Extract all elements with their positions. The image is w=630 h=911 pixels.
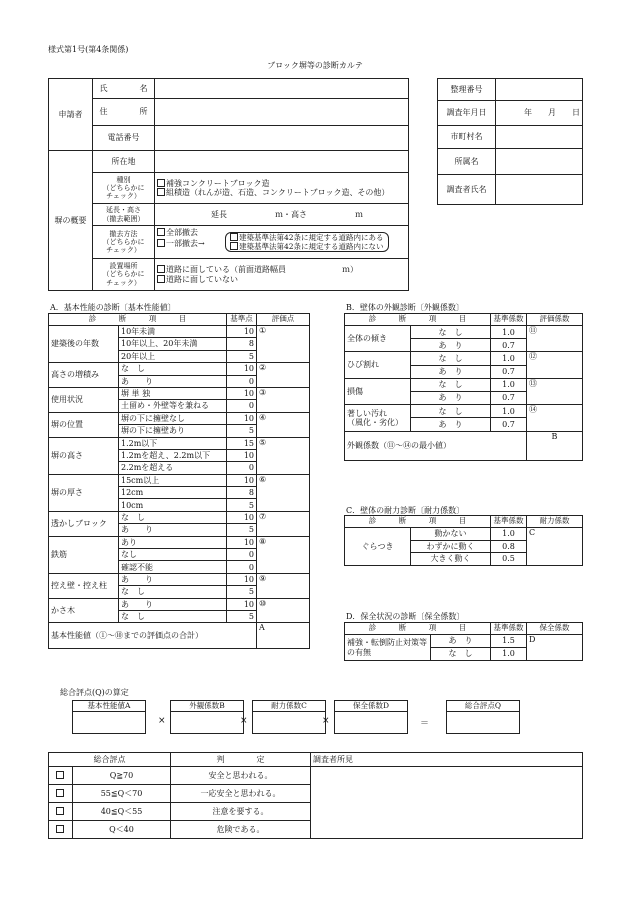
judgement-checkbox[interactable]	[49, 767, 73, 785]
section-d-row	[345, 635, 583, 648]
section-d-table	[344, 622, 583, 661]
calc-box[interactable]	[446, 700, 520, 734]
section-a-item-label: 塀の位置	[49, 412, 119, 437]
section-a-eval-mark: ③	[259, 387, 267, 397]
section-b-col-eval: 評価係数	[527, 314, 583, 326]
section-a-row	[49, 474, 310, 486]
calc-box[interactable]	[334, 700, 408, 734]
section-a-eval-mark: ⑦	[259, 511, 267, 521]
section-b-eval-mark: ⑫	[529, 352, 537, 362]
municipality-field[interactable]	[496, 126, 583, 149]
section-a-row	[49, 511, 310, 523]
judgement-table	[48, 752, 583, 839]
section-a-base-score: 10	[227, 449, 257, 461]
calc-box[interactable]	[252, 700, 326, 734]
section-b-item-label: ひび割れ	[345, 352, 411, 378]
section-a-option: あり	[119, 536, 227, 548]
calc-box-label: 総合評点Q	[447, 701, 519, 712]
calc-operator: ×	[158, 716, 166, 726]
site-option-1[interactable]	[157, 265, 406, 274]
section-c-option: わずかに動く	[411, 540, 491, 553]
section-c-base-coef: 1.0	[491, 528, 527, 541]
section-a-option: あ り	[119, 524, 227, 536]
section-c-row	[345, 528, 583, 541]
section-a-base-score: 5	[227, 425, 257, 437]
section-b-eval-mark: ⑬	[529, 378, 537, 388]
section-b-total-label: 外観係数（⑪～⑭の最小値）	[345, 431, 527, 460]
checkbox-icon	[157, 179, 165, 187]
judgement-checkbox[interactable]	[49, 821, 73, 839]
section-b-eval-field[interactable]	[527, 378, 583, 404]
surveyor-notes-field[interactable]	[311, 767, 583, 839]
section-a-eval-field[interactable]	[257, 412, 310, 437]
calc-box[interactable]	[72, 700, 146, 734]
section-d-col-coef: 基準係数	[491, 623, 527, 635]
section-b-base-coef: 1.0	[491, 326, 527, 339]
removal-option-1[interactable]	[157, 228, 198, 237]
ref-no-label: 整理番号	[438, 79, 496, 101]
judgement-score-range: Q＜40	[73, 821, 171, 839]
removal-option-2[interactable]	[157, 239, 205, 248]
section-a-row	[49, 387, 310, 399]
section-d-eval-field[interactable]	[527, 635, 583, 661]
name-field[interactable]	[155, 79, 409, 99]
section-a-total-mark: A	[259, 623, 265, 633]
section-a-option: 1.2m以下	[119, 437, 227, 449]
section-a-base-score: 5	[227, 610, 257, 622]
section-a-option: な し	[119, 586, 227, 598]
section-a-base-score: 10	[227, 511, 257, 523]
section-a-item-label: 建築後の年数	[49, 326, 119, 363]
affiliation-label: 所属名	[438, 149, 496, 175]
section-a-option: な し	[119, 363, 227, 375]
applicant-label: 申請者	[49, 79, 93, 151]
judgement-result: 注意を要する。	[171, 803, 311, 821]
section-a-base-score: 5	[227, 524, 257, 536]
phone-field[interactable]	[155, 126, 409, 151]
section-a-option: 10年未満	[119, 326, 227, 338]
section-a-option: 15cm以上	[119, 474, 227, 486]
section-a-option: 20年以上	[119, 350, 227, 362]
section-a-heading: A．基本性能の診断〔基本性能値〕	[50, 303, 176, 312]
section-d-item-label: 補強・転倒防止対策等 の有無	[345, 635, 431, 661]
calc-operator: ×	[322, 716, 330, 726]
section-b-eval-field[interactable]	[527, 405, 583, 431]
section-a-eval-field[interactable]	[257, 511, 310, 536]
section-b-row	[345, 378, 583, 391]
site-label: 設置場所 （どちらかに チェック）	[93, 259, 155, 291]
section-c-eval-field[interactable]	[527, 528, 583, 566]
road-option-2[interactable]	[230, 242, 384, 251]
calc-operator: ×	[240, 716, 248, 726]
affiliation-field[interactable]	[496, 149, 583, 175]
section-a-eval-mark: ⑧	[259, 536, 267, 546]
road-option-1[interactable]	[230, 233, 384, 242]
judgement-col-score: 総合評点	[49, 753, 171, 767]
road-options	[225, 232, 389, 252]
section-a-eval-mark: ⑩	[259, 598, 267, 608]
section-b-total-field[interactable]	[527, 431, 583, 460]
section-b-base-coef: 1.0	[491, 405, 527, 418]
site-option-1-text: 道路に面している（前面道路幅員 ｍ）	[166, 265, 358, 275]
section-b-eval-mark: ⑪	[529, 326, 537, 335]
phone-label: 電話番号	[93, 126, 155, 151]
section-a-base-score: 0	[227, 375, 257, 387]
survey-date-field[interactable]: 年 月 日	[496, 101, 583, 126]
section-c-col-item: 診 断 項 目	[345, 516, 491, 528]
judgement-score-range: 40≦Q＜55	[73, 803, 171, 821]
checkbox-icon	[56, 807, 64, 815]
removal-option-2-text: 一部撤去→	[166, 239, 205, 248]
section-a-option: な し	[119, 610, 227, 622]
type-option-2[interactable]	[157, 188, 406, 197]
calc-box-label: 耐力係数C	[253, 701, 325, 712]
ref-no-field[interactable]	[496, 79, 583, 101]
calc-heading: 総合評点(Q)の算定	[60, 688, 129, 697]
section-c-eval-mark: C	[529, 528, 536, 537]
section-a-option: 塀の下に擁壁あり	[119, 425, 227, 437]
section-d-col-eval: 保全係数	[527, 623, 583, 635]
section-a-eval-field[interactable]	[257, 598, 310, 623]
overview-table	[48, 78, 409, 291]
section-a-item-label: 使用状況	[49, 387, 119, 412]
section-a-base-score: 5	[227, 586, 257, 598]
form-number: 様式第1号(第4条関係)	[48, 45, 129, 54]
section-b-option: な し	[411, 405, 491, 418]
judgement-row	[49, 767, 583, 785]
section-b-base-coef: 0.7	[491, 418, 527, 431]
section-a-option: 土留め・外壁等を兼ねる	[119, 400, 227, 412]
calc-box-label: 外観係数B	[171, 701, 243, 712]
judgement-result: 危険である。	[171, 821, 311, 839]
section-a-row	[49, 598, 310, 610]
section-a-table	[48, 313, 310, 649]
section-c-item-label: ぐらつき	[345, 528, 411, 566]
section-a-option: 10cm	[119, 499, 227, 511]
admin-table	[437, 78, 583, 205]
section-b-option: あ り	[411, 418, 491, 431]
section-a-base-score: 10	[227, 412, 257, 424]
calc-box[interactable]	[170, 700, 244, 734]
section-a-option: 確認不能	[119, 561, 227, 573]
section-c-option: 大きく動く	[411, 553, 491, 566]
removal-label: 撤去方法 （どちらかに チェック）	[93, 226, 155, 259]
address-label: 住 所	[93, 99, 155, 126]
checkbox-icon	[157, 228, 165, 236]
section-a-row	[49, 363, 310, 375]
section-c-heading: C．壁体の耐力診断〔耐力係数〕	[346, 506, 465, 515]
extent-label: 延長・高さ （撤去範囲）	[93, 204, 155, 226]
road-option-2-text: 建築基準法第42条に規定する道路内にない	[239, 242, 384, 251]
judgement-score-range: Q≧70	[73, 767, 171, 785]
section-a-eval-mark: ⑥	[259, 474, 267, 484]
section-a-eval-field[interactable]	[257, 573, 310, 598]
section-a-option: 2.2mを超える	[119, 462, 227, 474]
section-b-option: な し	[411, 378, 491, 391]
section-a-row	[49, 437, 310, 449]
type-option-1-text: 補強コンクリートブロック造	[166, 178, 270, 188]
checkbox-icon	[56, 789, 64, 797]
section-b-base-coef: 0.7	[491, 365, 527, 378]
judgement-col-notes: 調査者所見	[311, 753, 583, 767]
section-a-base-score: 8	[227, 487, 257, 499]
section-a-option: な し	[119, 511, 227, 523]
section-b-option: な し	[411, 352, 491, 365]
section-c-col-eval: 耐力係数	[527, 516, 583, 528]
checkbox-icon	[157, 275, 165, 283]
section-d-eval-mark: D	[529, 635, 536, 644]
section-a-total-field[interactable]	[257, 623, 310, 649]
section-b-col-coef: 基準係数	[491, 314, 527, 326]
section-b-heading: B．壁体の外観診断〔外観係数〕	[346, 303, 464, 312]
judgement-checkbox[interactable]	[49, 803, 73, 821]
section-a-eval-mark: ①	[259, 326, 267, 335]
section-a-eval-field[interactable]	[257, 363, 310, 388]
section-a-base-score: 0	[227, 400, 257, 412]
section-a-item-label: 透かしブロック	[49, 511, 119, 536]
section-b-option: あ り	[411, 339, 491, 352]
section-a-option: 1.2mを超え、2.2m以下	[119, 449, 227, 461]
section-c-col-coef: 基準係数	[491, 516, 527, 528]
section-c-option: 動かない	[411, 528, 491, 541]
section-a-base-score: 10	[227, 363, 257, 375]
section-a-item-label: 控え壁・控え柱	[49, 573, 119, 598]
section-b-eval-field[interactable]	[527, 326, 583, 352]
type-option-1[interactable]	[157, 179, 406, 188]
section-b-row	[345, 352, 583, 365]
section-b-table	[344, 313, 583, 461]
wall-overview-label: 塀の概要	[49, 151, 93, 291]
section-a-option: あ り	[119, 598, 227, 610]
name-label: 氏 名	[93, 79, 155, 99]
section-a-option: 10年以上、20年未満	[119, 338, 227, 350]
surveyor-label: 調査者氏名	[438, 175, 496, 205]
section-d-option: な し	[431, 648, 491, 661]
type-label: 種別 （どちらかに チェック）	[93, 173, 155, 204]
section-a-option: 塀 単 独	[119, 387, 227, 399]
section-b-item-label: 著しい汚れ （風化・劣化）	[345, 405, 411, 431]
section-b-col-item: 診 断 項 目	[345, 314, 491, 326]
checkbox-icon	[157, 239, 165, 247]
section-b-eval-field[interactable]	[527, 352, 583, 378]
site-option-2-text: 道路に面していない	[166, 274, 238, 284]
section-b-base-coef: 0.7	[491, 391, 527, 404]
section-a-item-label: かさ木	[49, 598, 119, 623]
section-a-option: なし	[119, 549, 227, 561]
section-a-item-label: 鉄筋	[49, 536, 119, 573]
section-a-eval-field[interactable]	[257, 474, 310, 511]
section-a-eval-field[interactable]	[257, 437, 310, 474]
section-a-eval-mark: ⑨	[259, 573, 267, 583]
address-field[interactable]	[155, 99, 409, 126]
section-a-base-score: 0	[227, 561, 257, 573]
section-d-option: あ り	[431, 635, 491, 648]
checkbox-icon	[56, 771, 64, 779]
section-d-base-coef: 1.0	[491, 648, 527, 661]
section-a-eval-field[interactable]	[257, 326, 310, 363]
location-label: 所在地	[93, 151, 155, 173]
section-b-base-coef: 0.7	[491, 339, 527, 352]
page-title: ブロック塀等の診断カルテ	[267, 61, 363, 70]
calc-operator: ＝	[420, 719, 430, 729]
section-c-table	[344, 515, 583, 566]
section-b-row	[345, 405, 583, 418]
section-a-row	[49, 536, 310, 548]
judgement-score-range: 55≦Q＜70	[73, 785, 171, 803]
checkbox-icon	[230, 242, 238, 250]
calc-box-label: 基本性能値A	[73, 701, 145, 712]
section-b-row	[345, 326, 583, 339]
section-a-item-label: 高さの増積み	[49, 363, 119, 388]
section-a-eval-mark: ⑤	[259, 437, 267, 447]
section-d-heading: D．保全状況の診断〔保全係数〕	[346, 612, 465, 621]
removal-option-1-text: 全部撤去	[166, 228, 198, 237]
section-b-option: あ り	[411, 365, 491, 378]
section-a-base-score: 0	[227, 549, 257, 561]
section-b-option: あ り	[411, 391, 491, 404]
survey-date-label: 調査年月日	[438, 101, 496, 126]
location-field[interactable]	[155, 151, 409, 173]
section-b-base-coef: 1.0	[491, 378, 527, 391]
section-c-base-coef: 0.5	[491, 553, 527, 566]
road-option-1-text: 建築基準法第42条に規定する道路内にある	[239, 233, 384, 242]
site-option-2[interactable]	[157, 275, 406, 284]
section-a-base-score: 10	[227, 474, 257, 486]
checkbox-icon	[56, 825, 64, 833]
section-b-item-label: 全体の傾き	[345, 326, 411, 352]
section-d-col-item: 診 断 項 目	[345, 623, 491, 635]
section-a-row	[49, 573, 310, 585]
section-b-item-label: 損傷	[345, 378, 411, 404]
calc-box-label: 保全係数D	[335, 701, 407, 712]
section-a-option: あ り	[119, 375, 227, 387]
section-a-eval-mark: ②	[259, 363, 267, 373]
section-c-base-coef: 0.8	[491, 540, 527, 553]
checkbox-icon	[157, 188, 165, 196]
section-a-base-score: 10	[227, 598, 257, 610]
checkbox-icon	[157, 265, 165, 273]
judgement-checkbox[interactable]	[49, 785, 73, 803]
checkbox-icon	[230, 233, 238, 241]
section-a-item-label: 塀の厚さ	[49, 474, 119, 511]
municipality-label: 市町村名	[438, 126, 496, 149]
judgement-col-judge: 判 定	[171, 753, 311, 767]
section-a-option: あ り	[119, 573, 227, 585]
section-b-option: な し	[411, 326, 491, 339]
section-a-base-score: 15	[227, 437, 257, 449]
section-d-base-coef: 1.5	[491, 635, 527, 648]
section-a-base-score: 10	[227, 573, 257, 585]
section-a-base-score: 10	[227, 326, 257, 338]
section-a-base-score: 10	[227, 387, 257, 399]
type-option-2-text: 組積造（れんが造、石造、コンクリートブロック造、その他）	[166, 188, 390, 197]
section-a-eval-field[interactable]	[257, 387, 310, 412]
section-a-total-label: 基本性能値（①～⑩までの評価点の合計）	[49, 623, 257, 649]
section-b-base-coef: 1.0	[491, 352, 527, 365]
section-a-row	[49, 412, 310, 424]
section-b-total-mark: B	[551, 431, 558, 441]
section-a-option: 塀の下に擁壁なし	[119, 412, 227, 424]
section-a-col-item: 診 断 項 目	[49, 314, 227, 326]
section-a-item-label: 塀の高さ	[49, 437, 119, 474]
section-a-base-score: 0	[227, 462, 257, 474]
section-a-base-score: 8	[227, 338, 257, 350]
section-b-eval-mark: ⑭	[529, 405, 537, 415]
judgement-result: 安全と思われる。	[171, 767, 311, 785]
section-a-base-score: 5	[227, 350, 257, 362]
extent-field[interactable]: 延長 ｍ・高さ ｍ	[155, 204, 409, 226]
section-a-eval-field[interactable]	[257, 536, 310, 573]
section-a-base-score: 10	[227, 536, 257, 548]
section-a-col-score: 基準点	[227, 314, 257, 326]
surveyor-field[interactable]	[496, 175, 583, 205]
section-a-eval-mark: ④	[259, 412, 267, 422]
section-a-row	[49, 326, 310, 338]
section-a-col-eval: 評価点	[257, 314, 310, 326]
judgement-result: 一応安全と思われる。	[171, 785, 311, 803]
section-a-option: 12cm	[119, 487, 227, 499]
section-a-base-score: 5	[227, 499, 257, 511]
